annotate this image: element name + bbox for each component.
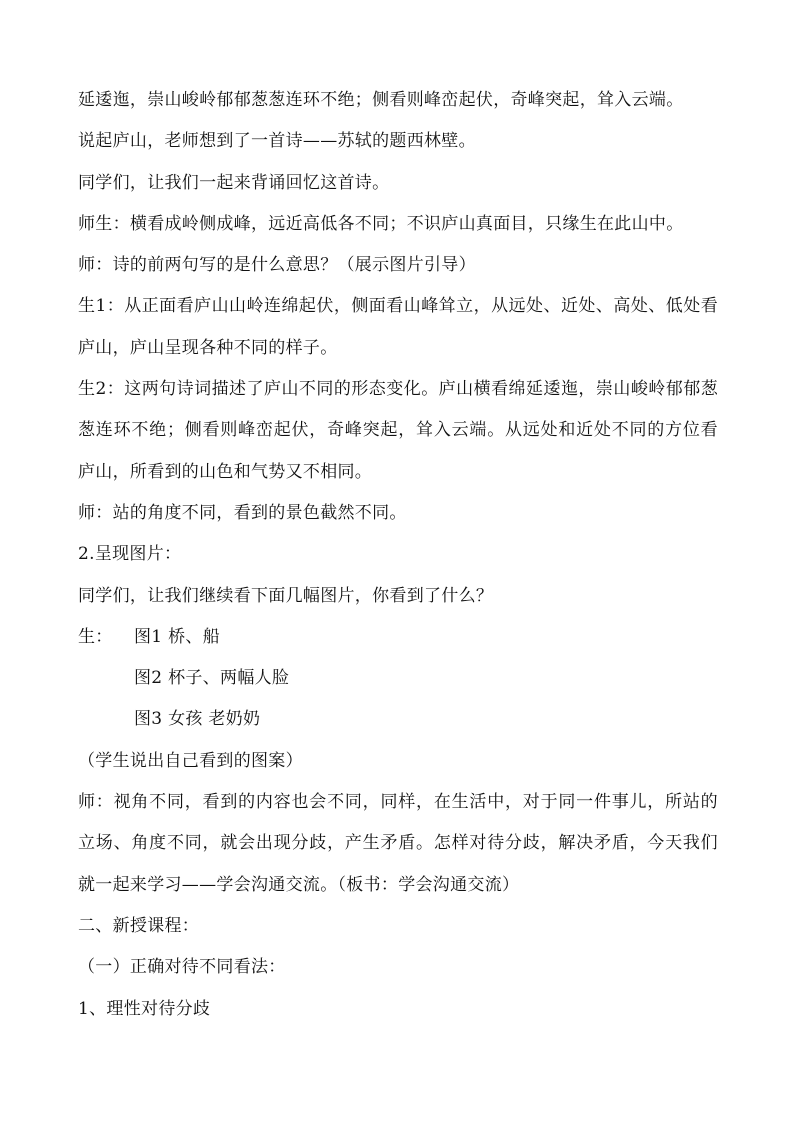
section-heading-show-pictures: 2.呈现图片：: [78, 544, 182, 565]
paragraph-teacher-summary: 师：站的角度不同，看到的景色截然不同。: [78, 502, 407, 523]
paragraph-teacher-conclusion: 师：视角不同，看到的内容也会不同，同样，在生活中，对于同一件事儿，所站的立场、角度不同，就会出现分歧，产生矛盾。怎样对待分歧，解决矛盾，今天我们就一起来学习——学会沟通交流。（板书：学会沟通交流）: [78, 792, 718, 895]
section-heading-new-lesson: 二、新授课程：: [78, 915, 200, 936]
paragraph-intro-continued: 延逶迤，崇山峻岭郁郁葱葱连环不绝；侧看则峰峦起伏，奇峰突起，耸入云端。: [78, 90, 684, 110]
student-picture-row-1: [78, 617, 718, 658]
picture-item-3: 图3 女孩 老奶奶: [134, 709, 261, 730]
paragraph-recite-invite: 同学们，让我们一起来背诵回忆这首诗。: [78, 172, 390, 193]
paragraph-student-answer-note: （学生说出自己看到的图案）: [78, 750, 303, 771]
paragraph-picture-question: 同学们，让我们继续看下面几幅图片，你看到了什么？: [78, 585, 494, 606]
picture-item-2: 图2 杯子、两幅人脸: [134, 668, 290, 689]
paragraph-poem-intro: 说起庐山，老师想到了一首诗——苏轼的题西林壁。: [78, 131, 476, 152]
subsection-heading-rational-handling: 1、理性对待分歧: [78, 998, 211, 1019]
paragraph-teacher-question: 师：诗的前两句写的是什么意思？（展示图片引导）: [78, 255, 476, 276]
subsection-heading-different-views: （一）正确对待不同看法：: [78, 957, 286, 978]
paragraph-student-1: 生1：从正面看庐山山岭连绵起伏，侧面看山峰耸立，从远处、近处、高处、低处看庐山，庐山呈现各种不同的样子。: [78, 296, 718, 358]
student-label: 生：: [78, 626, 113, 647]
picture-item-1: 图1 桥、船: [134, 626, 221, 647]
document-body: [78, 80, 718, 1030]
paragraph-student-2: 生2：这两句诗词描述了庐山不同的形态变化。庐山横看绵延逶迤，崇山峻岭郁郁葱葱连环不绝；侧看则峰峦起伏，奇峰突起，耸入云端。从远处和近处不同的方位看庐山，所看到的山色和气势又不相同。: [78, 379, 718, 482]
paragraph-poem-text: 师生：横看成岭侧成峰，远近高低各不同；不识庐山真面目，只缘生在此山中。: [78, 213, 684, 234]
